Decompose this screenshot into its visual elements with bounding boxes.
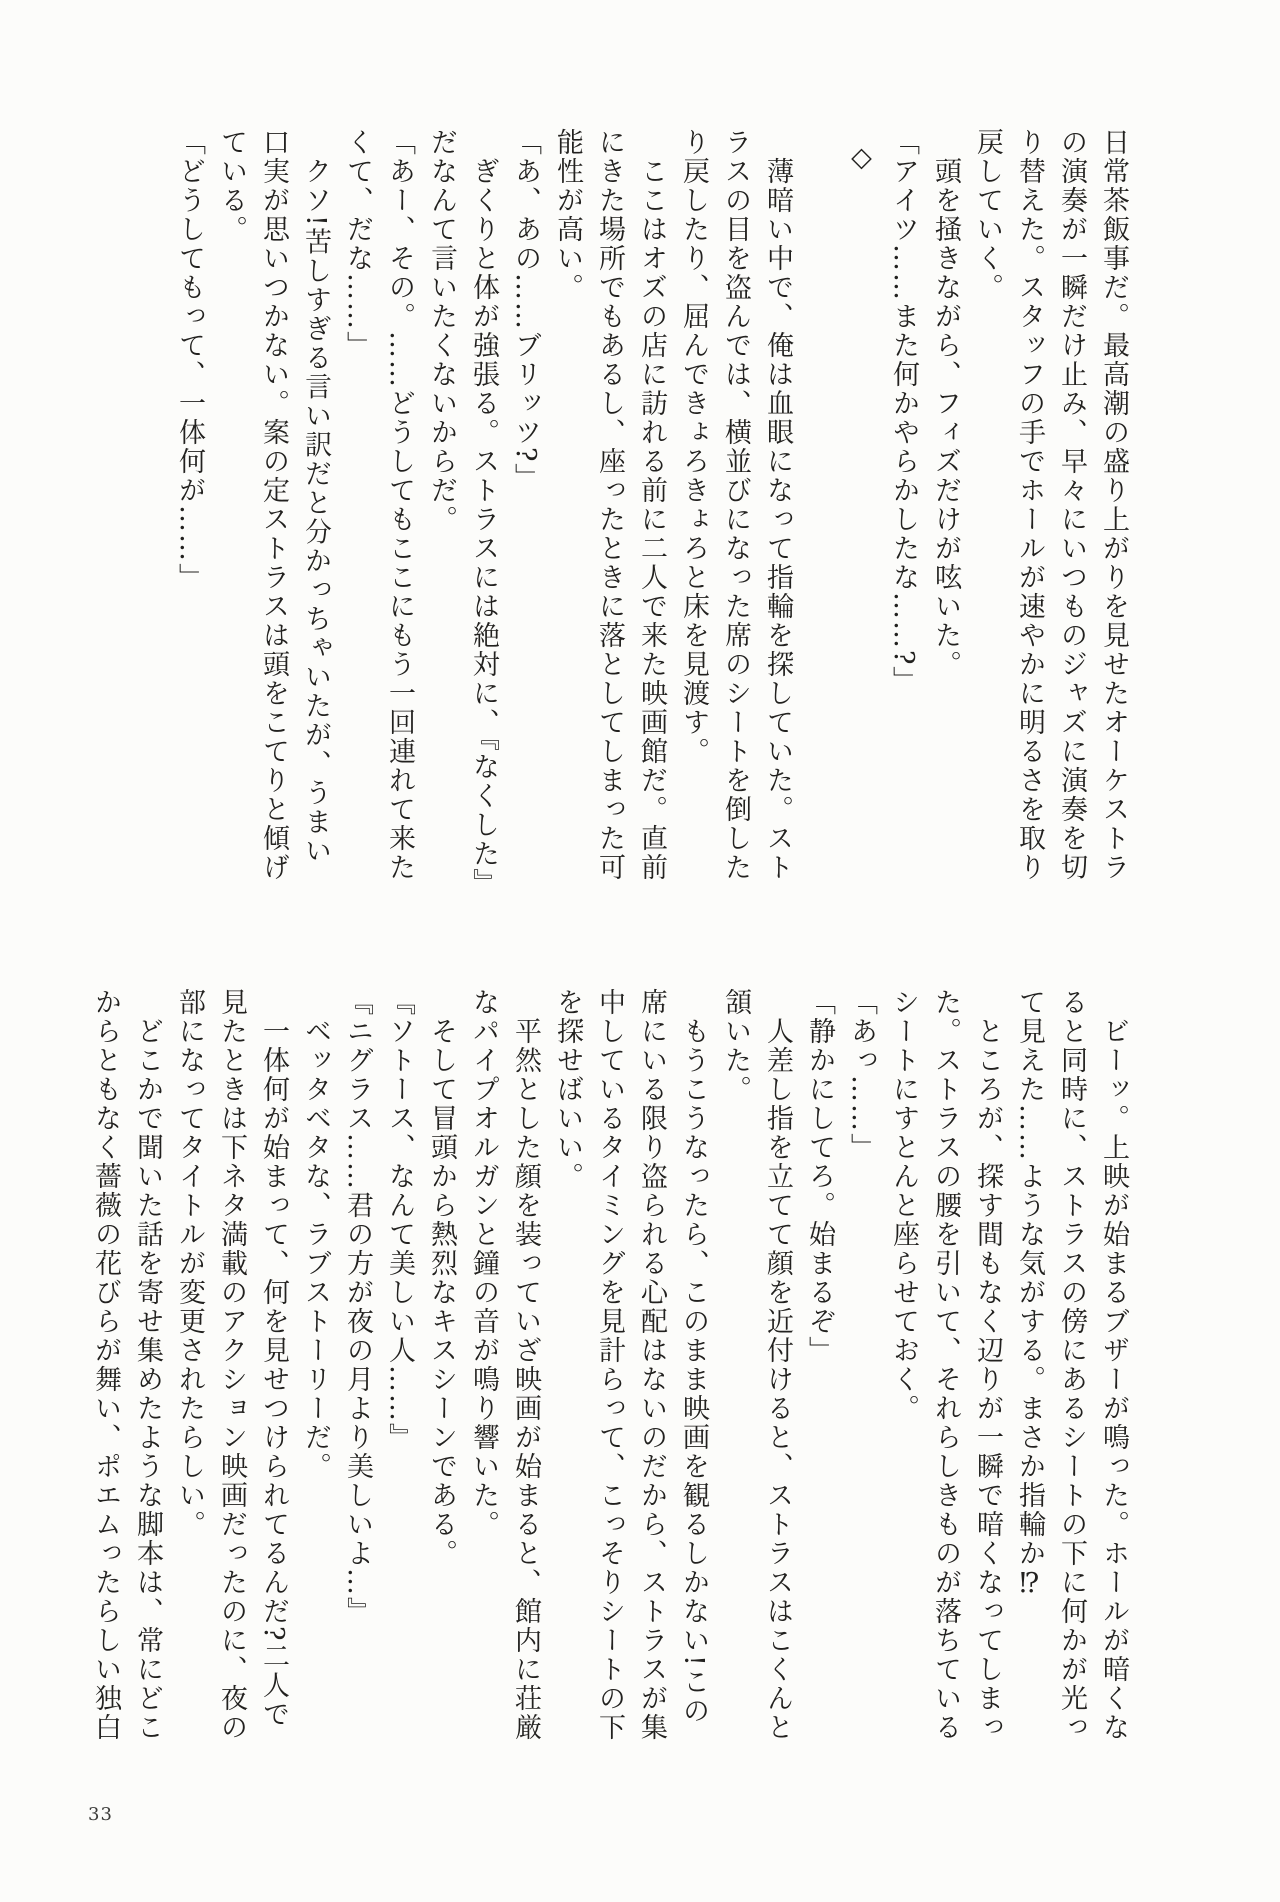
text-line: 能性が高い。 [552, 128, 583, 302]
text-line: を探せばいい。 [552, 988, 583, 1191]
text-line: 『ソトース、なんて美しい人……』 [384, 988, 415, 1452]
text-line: 中しているタイミングを見計らって、こっそりシートの下 [594, 988, 625, 1742]
text-line: どこかで聞いた話を寄せ集めたような脚本は、常にどこ [132, 1017, 163, 1742]
text-line: ところが、探す間もなく辺りが一瞬で暗くなってしまっ [972, 1017, 1003, 1742]
text-line: 「あっ……」 [846, 988, 877, 1162]
text-line: ベッタベタな、ラブストーリーだ。 [300, 1017, 331, 1481]
text-line: 頷いた。 [720, 988, 751, 1104]
text-line: 部になってタイトルが変更されたらしい。 [174, 988, 205, 1539]
text-line: クソ!苦しすぎる言い訳だと分かっちゃいたが、うまい [300, 157, 331, 866]
text-line: ラスの目を盗んでは、横並びになった席のシートを倒した [720, 128, 751, 882]
text-line: の演奏が一瞬だけ止み、早々にいつものジャズに演奏を切 [1056, 128, 1087, 882]
text-line: シートにすとんと座らせておく。 [888, 988, 919, 1423]
text-line: 頭を掻きながら、フィズだけが呟いた。 [930, 157, 961, 679]
text-line: 見たときは下ネタ満載のアクション映画だったのに、夜の [216, 988, 247, 1742]
text-line: た。ストラスの腰を引いて、それらしきものが落ちている [930, 988, 961, 1742]
section-divider: ◇ [846, 142, 877, 175]
text-line: からともなく薔薇の花びらが舞い、ポエムったらしい独白 [90, 988, 121, 1742]
text-line: て見えた……ような気がする。まさか指輪か⁉ [1014, 988, 1045, 1601]
text-line: 薄暗い中で、俺は血眼になって指輪を探していた。スト [762, 157, 793, 882]
page-number: 33 [88, 1804, 113, 1825]
text-line: くて、だな……」 [342, 128, 373, 360]
text-line: ビーッ。上映が始まるブザーが鳴った。ホールが暗くな [1098, 1017, 1129, 1742]
text-block-bottom [84, 988, 1134, 1744]
text-line: 「あ、あの……ブリッツ?」 [510, 128, 541, 493]
text-line: そして冒頭から熱烈なキスシーンである。 [426, 1017, 457, 1568]
text-line: ここはオズの店に訪れる前に二人で来た映画館だ。直前 [636, 157, 667, 882]
text-line: にきた場所でもあるし、座ったときに落としてしまった可 [594, 128, 625, 882]
text-line: 席にいる限り盗られる心配はないのだから、ストラスが集 [636, 988, 667, 1742]
text-line: 「どうしてもって、一体何が……」 [174, 128, 205, 592]
text-line: なパイプオルガンと鐘の音が鳴り響いた。 [468, 988, 499, 1539]
text-line: ている。 [216, 128, 247, 244]
text-line: 戻していく。 [972, 128, 1003, 302]
text-line: 『ニグラス……君の方が夜の月より美しいよ…』 [342, 988, 373, 1626]
text-line: 人差し指を立てて顔を近付けると、ストラスはこくんと [762, 1017, 793, 1742]
text-line: 「アイツ……また何かやらかしたな……?」 [888, 128, 919, 696]
text-line: 平然とした顔を装っていざ映画が始まると、館内に荘厳 [510, 1017, 541, 1742]
text-line: 一体何が始まって、何を見せつけられてるんだ?二人で [258, 1017, 289, 1730]
text-line: 日常茶飯事だ。最高潮の盛り上がりを見せたオーケストラ [1098, 128, 1129, 882]
text-line: 「静かにしてろ。始まるぞ」 [804, 988, 835, 1365]
text-line: 「あー、その。……どうしてもここにもう一回連れて来た [384, 128, 415, 882]
text-block-top [168, 128, 1134, 898]
text-line: 口実が思いつかない。案の定ストラスは頭をこてりと傾げ [258, 128, 289, 882]
text-line: もうこうなったら、このまま映画を観るしかない!この [678, 1017, 709, 1726]
text-line: り替えた。スタッフの手でホールが速やかに明るさを取り [1014, 128, 1045, 882]
text-line: ぎくりと体が強張る。ストラスには絶対に、『なくした』 [468, 157, 499, 898]
text-line: だなんて言いたくないからだ。 [426, 128, 457, 534]
text-line: り戻したり、屈んできょろきょろと床を見渡す。 [678, 128, 709, 766]
text-line: ると同時に、ストラスの傍にあるシートの下に何かが光っ [1056, 988, 1087, 1742]
